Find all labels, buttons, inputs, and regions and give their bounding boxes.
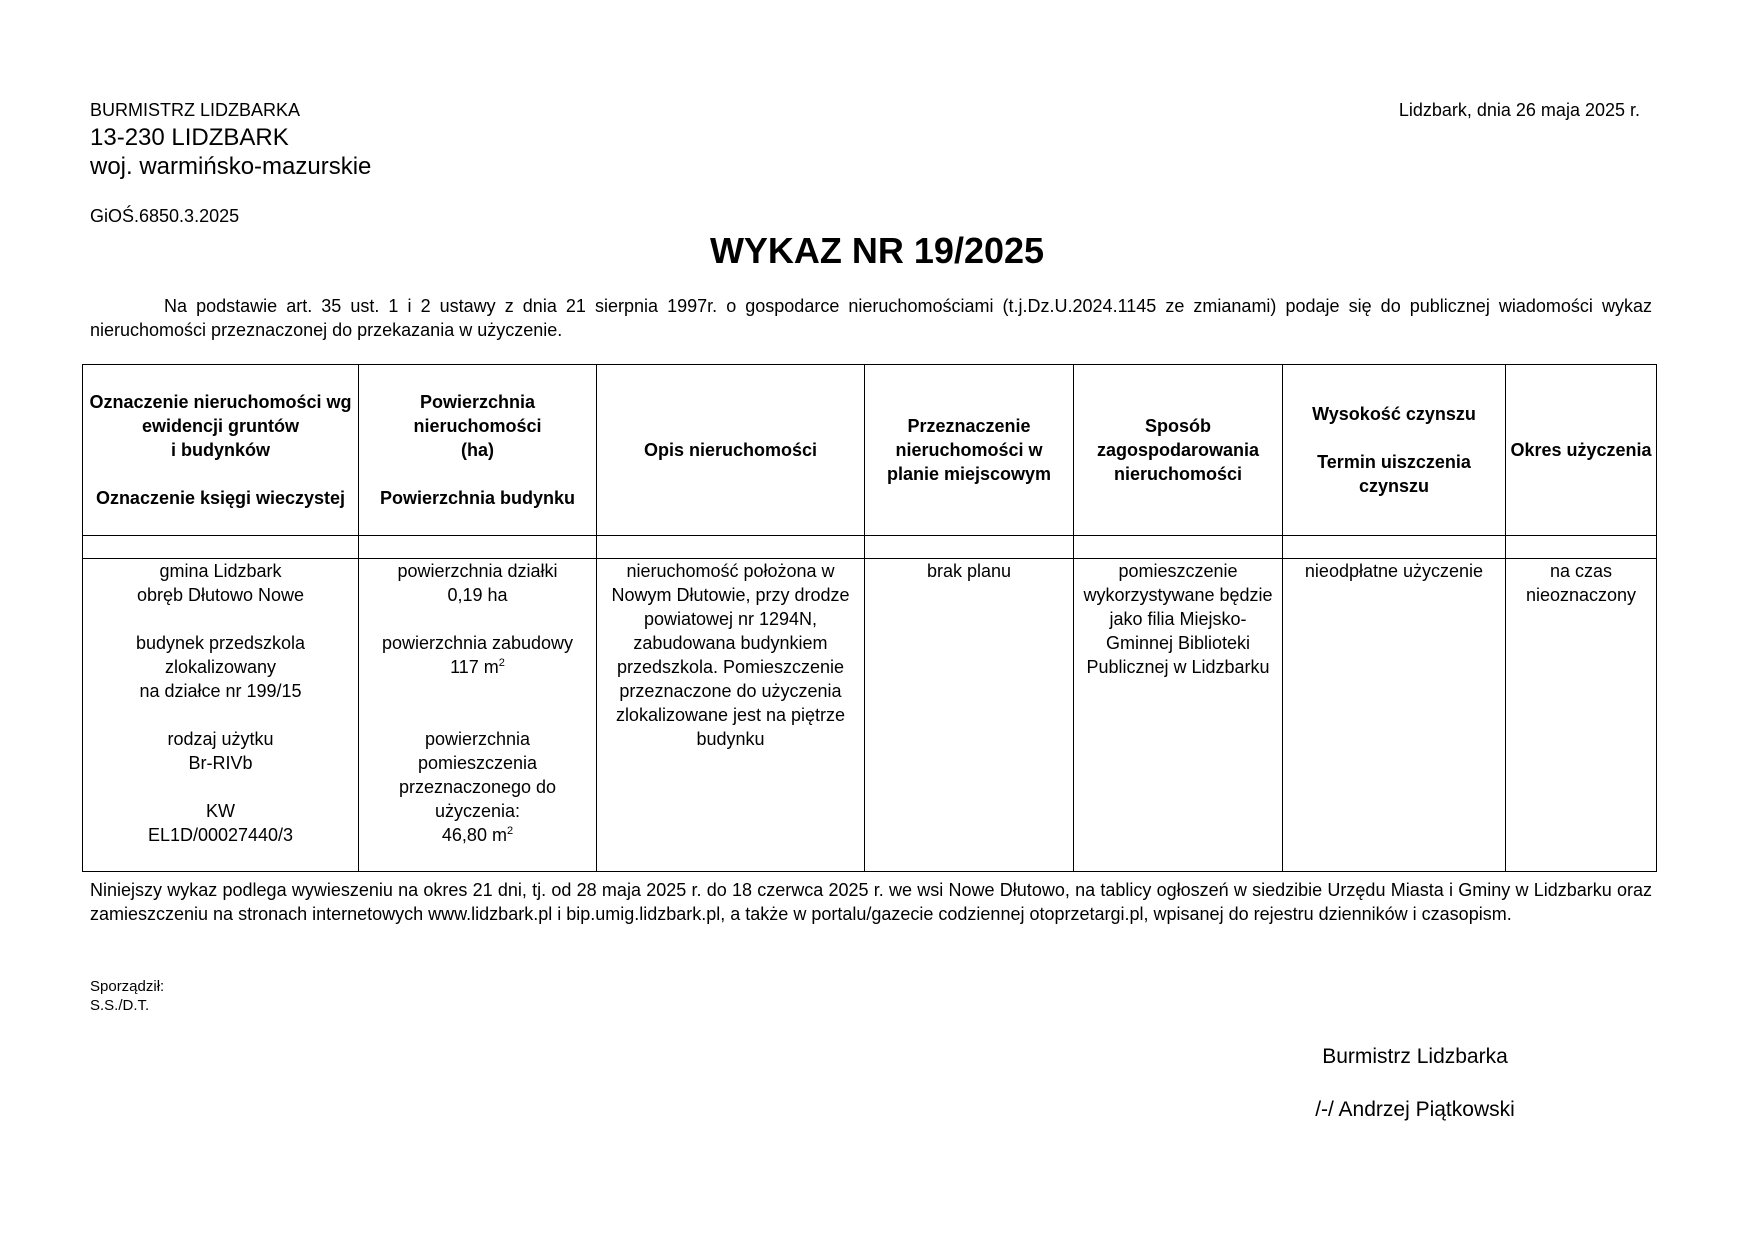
header-cell-plan xyxy=(865,365,1074,536)
header-rent-amount: Wysokość czynszu xyxy=(1312,404,1476,424)
built-area-label: powierzchnia zabudowy xyxy=(381,633,574,653)
header-description: Opis nieruchomości xyxy=(643,440,818,460)
development-text: pomieszczenie wykorzystywane będzie jako filia Miejsko-Gminnej Biblioteki Publicznej w Lidzbarku xyxy=(1083,561,1273,677)
prepared-by-label: Sporządził: xyxy=(90,978,165,995)
plot-area-label: powierzchnia działki xyxy=(397,561,558,581)
plot-number: na działce nr 199/15 xyxy=(139,681,302,701)
land-use-label: rodzaj użytku xyxy=(167,729,274,749)
land-use-value: Br-RIVb xyxy=(188,753,253,773)
posting-notice: Niniejszy wykaz podlega wywieszeniu na okres 21 dni, tj. od 28 maja 2025 r. do 18 czerwca 2025 r. we wsi Nowe Dłutowo, na tablicy ogłoszeń w siedzibie Urzędu Miasta i Gminy w Lidzbarku oraz zamieszczeniu na stronach internetowych www.lidzbark.pl i bip.umig.lidzbark.pl, a także w portalu/gazecie codziennej otoprzetargi.pl, wpisanej do rejestru dzienników i czasopism. xyxy=(90,880,1652,924)
header-designation-line1: Oznaczenie nieruchomości wg ewidencji gruntów xyxy=(89,392,352,436)
period-text: na czas nieoznaczony xyxy=(1525,561,1637,605)
room-area-value: 46,80 $m^2$ xyxy=(441,825,514,845)
room-area-label: powierzchnia pomieszczenia przeznaczonego do użyczenia: xyxy=(398,729,557,821)
header-area-line1: Powierzchnia nieruchomości xyxy=(413,392,542,436)
table-row xyxy=(83,559,1657,872)
header-cell-development xyxy=(1074,365,1283,536)
header-designation-line2: i budynków xyxy=(171,440,270,460)
place-date: Lidzbark, dnia 26 maja 2025 r. xyxy=(1398,100,1640,120)
built-area-value: 117 $m^2$ xyxy=(450,657,505,677)
building-type: budynek przedszkola xyxy=(135,633,306,653)
cell-development xyxy=(1074,559,1283,872)
prepared-by-value: S.S./D.T. xyxy=(90,997,150,1014)
plot-area-value: 0,19 ha xyxy=(447,585,508,605)
header-cell-rent xyxy=(1283,365,1506,536)
signature-title: Burmistrz Lidzbarka xyxy=(1322,1045,1508,1068)
intro-paragraph: Na podstawie art. 35 ust. 1 i 2 ustawy z dnia 21 sierpnia 1997r. o gospodarce nieruchomościami (t.j.Dz.U.2024.1145 ze zmianami) podaje się do publicznej wiadomości wykaz nieruchomości przeznaczonej do przekazania w użyczenie. xyxy=(90,296,1652,340)
signature-name: /-/ Andrzej Piątkowski xyxy=(1315,1098,1515,1121)
property-table xyxy=(82,364,1657,872)
header-cell-description xyxy=(597,365,865,536)
precinct: obręb Dłutowo Nowe xyxy=(136,585,305,605)
rent-text: nieodpłatne użyczenie xyxy=(1304,561,1484,581)
kw-number: EL1D/00027440/3 xyxy=(147,825,294,845)
cell-plan xyxy=(865,559,1074,872)
cell-description xyxy=(597,559,865,872)
kw-label: KW xyxy=(206,801,235,821)
header-plan: Przeznaczenie nieruchomości w planie miejscowym xyxy=(886,416,1052,484)
cell-period xyxy=(1506,559,1657,872)
header-period: Okres użyczenia xyxy=(1510,440,1652,460)
issuer-name: BURMISTRZ LIDZBARKA xyxy=(90,100,301,120)
located-label: zlokalizowany xyxy=(164,657,277,677)
plan-text: brak planu xyxy=(926,561,1012,581)
header-cell-area xyxy=(359,365,597,536)
unit-superscript: 2 xyxy=(506,825,514,837)
document-title: WYKAZ NR 19/2025 xyxy=(709,230,1045,271)
header-cell-period xyxy=(1506,365,1657,536)
unit-superscript: 2 xyxy=(498,657,505,669)
header-building-area: Powierzchnia budynku xyxy=(379,488,576,508)
header-development: Sposób zagospodarowania nieruchomości xyxy=(1096,416,1260,484)
table-header-row xyxy=(83,365,1657,536)
description-text: nieruchomość położona w Nowym Dłutowie, przy drodze powiatowej nr 1294N, zabudowana budynkiem przedszkola. Pomieszczenie przeznaczone do użyczenia zlokalizowane jest na piętrze budynku xyxy=(611,561,850,749)
header-rent-due: Termin uiszczenia czynszu xyxy=(1317,452,1471,496)
reference-number: GiOŚ.6850.3.2025 xyxy=(90,206,240,226)
issuer-address: 13-230 LIDZBARK xyxy=(90,124,289,151)
header-land-register: Oznaczenie księgi wieczystej xyxy=(95,488,346,508)
header-cell-designation xyxy=(83,365,359,536)
commune: gmina Lidzbark xyxy=(159,561,282,581)
cell-designation xyxy=(83,559,359,872)
table-spacer-row xyxy=(83,536,1657,559)
issuer-voivodeship: woj. warmińsko-mazurskie xyxy=(90,153,372,180)
cell-area xyxy=(359,559,597,872)
cell-rent xyxy=(1283,559,1506,872)
header-area-unit: (ha) xyxy=(461,440,494,460)
